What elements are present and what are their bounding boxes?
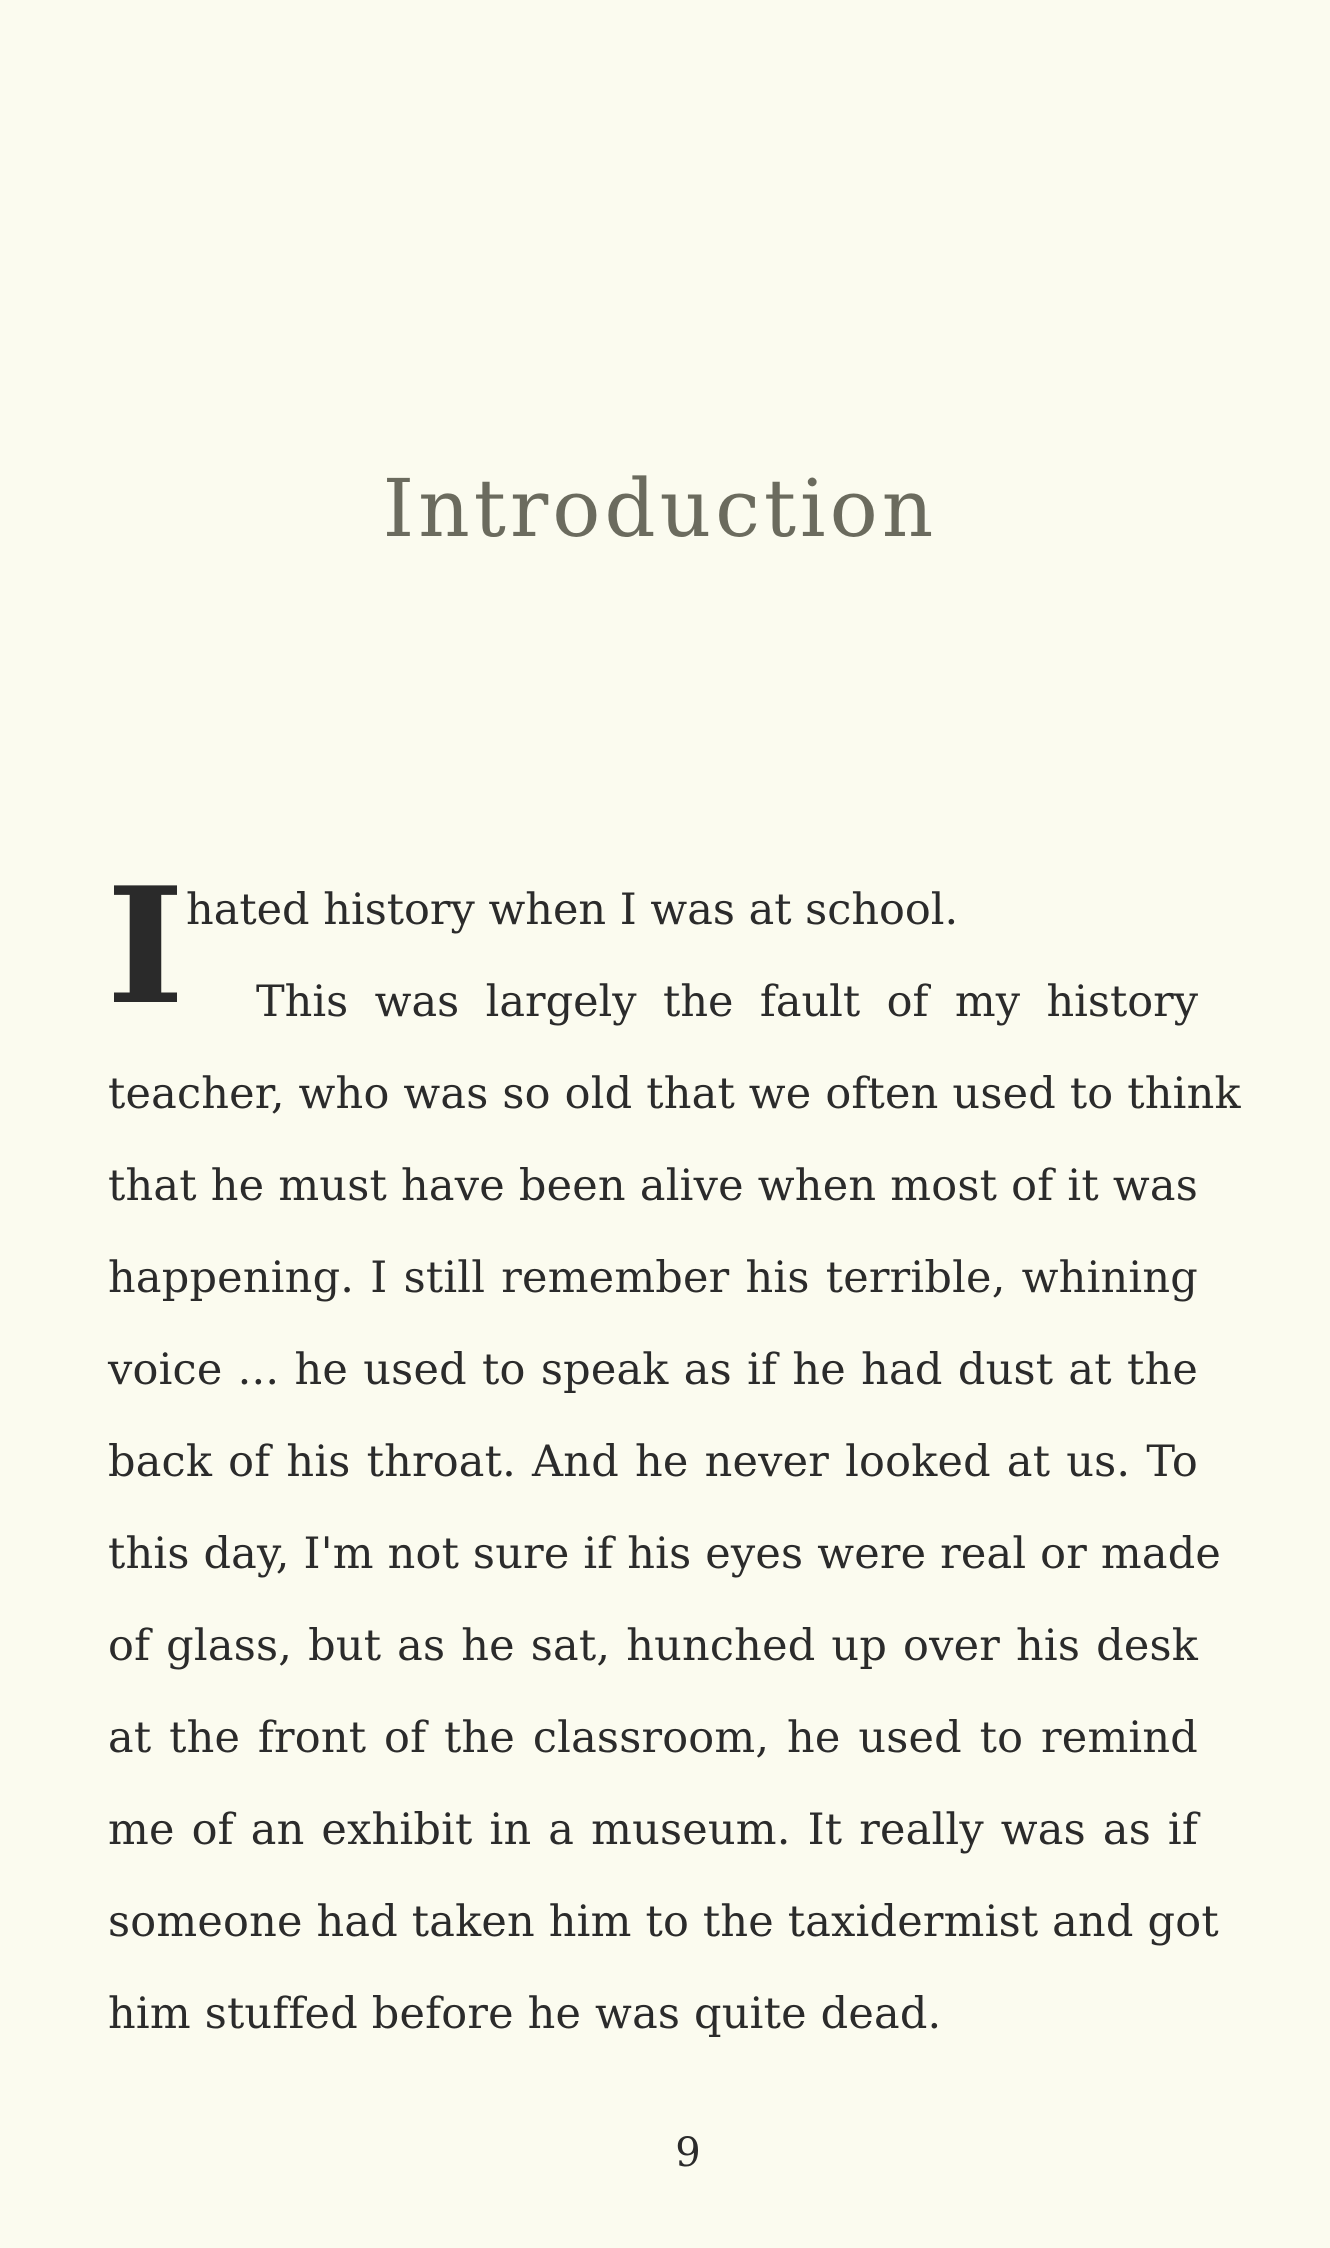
text-line-9: of glass, but as he sat, hunched up over his desk — [108, 1621, 1198, 1671]
opening-paragraph-start — [106, 852, 1198, 1048]
text-line-4: that he must have been alive when most of it was — [108, 1161, 1198, 1211]
page-number: 9 — [675, 2130, 701, 2176]
body-text — [106, 852, 1241, 2060]
text-line-11: me of an exhibit in a museum. It really was as if — [108, 1805, 1198, 1855]
text-line-7: back of his throat. And he never looked at us. To — [108, 1437, 1198, 1487]
text-line-5: happening. I still remember his terrible, whining — [108, 1253, 1198, 1303]
text-line-2: This was largely the fault of my history — [256, 977, 1198, 1027]
text-line-3: teacher, who was so old that we often used to think — [108, 1069, 1241, 1119]
text-line-12: someone had taken him to the taxidermist and got — [108, 1897, 1219, 1947]
chapter-title: Introduction — [382, 462, 938, 555]
text-line-8: this day, I'm not sure if his eyes were real or made — [108, 1529, 1222, 1579]
drop-cap: I — [106, 852, 185, 1040]
text-line-1: hated history when I was at school. — [186, 885, 959, 935]
text-line-6: voice ... he used to speak as if he had dust at the — [108, 1345, 1198, 1395]
text-line-10: at the front of the classroom, he used to remind — [108, 1713, 1198, 1763]
text-line-13: him stuffed before he was quite dead. — [108, 1989, 942, 2039]
